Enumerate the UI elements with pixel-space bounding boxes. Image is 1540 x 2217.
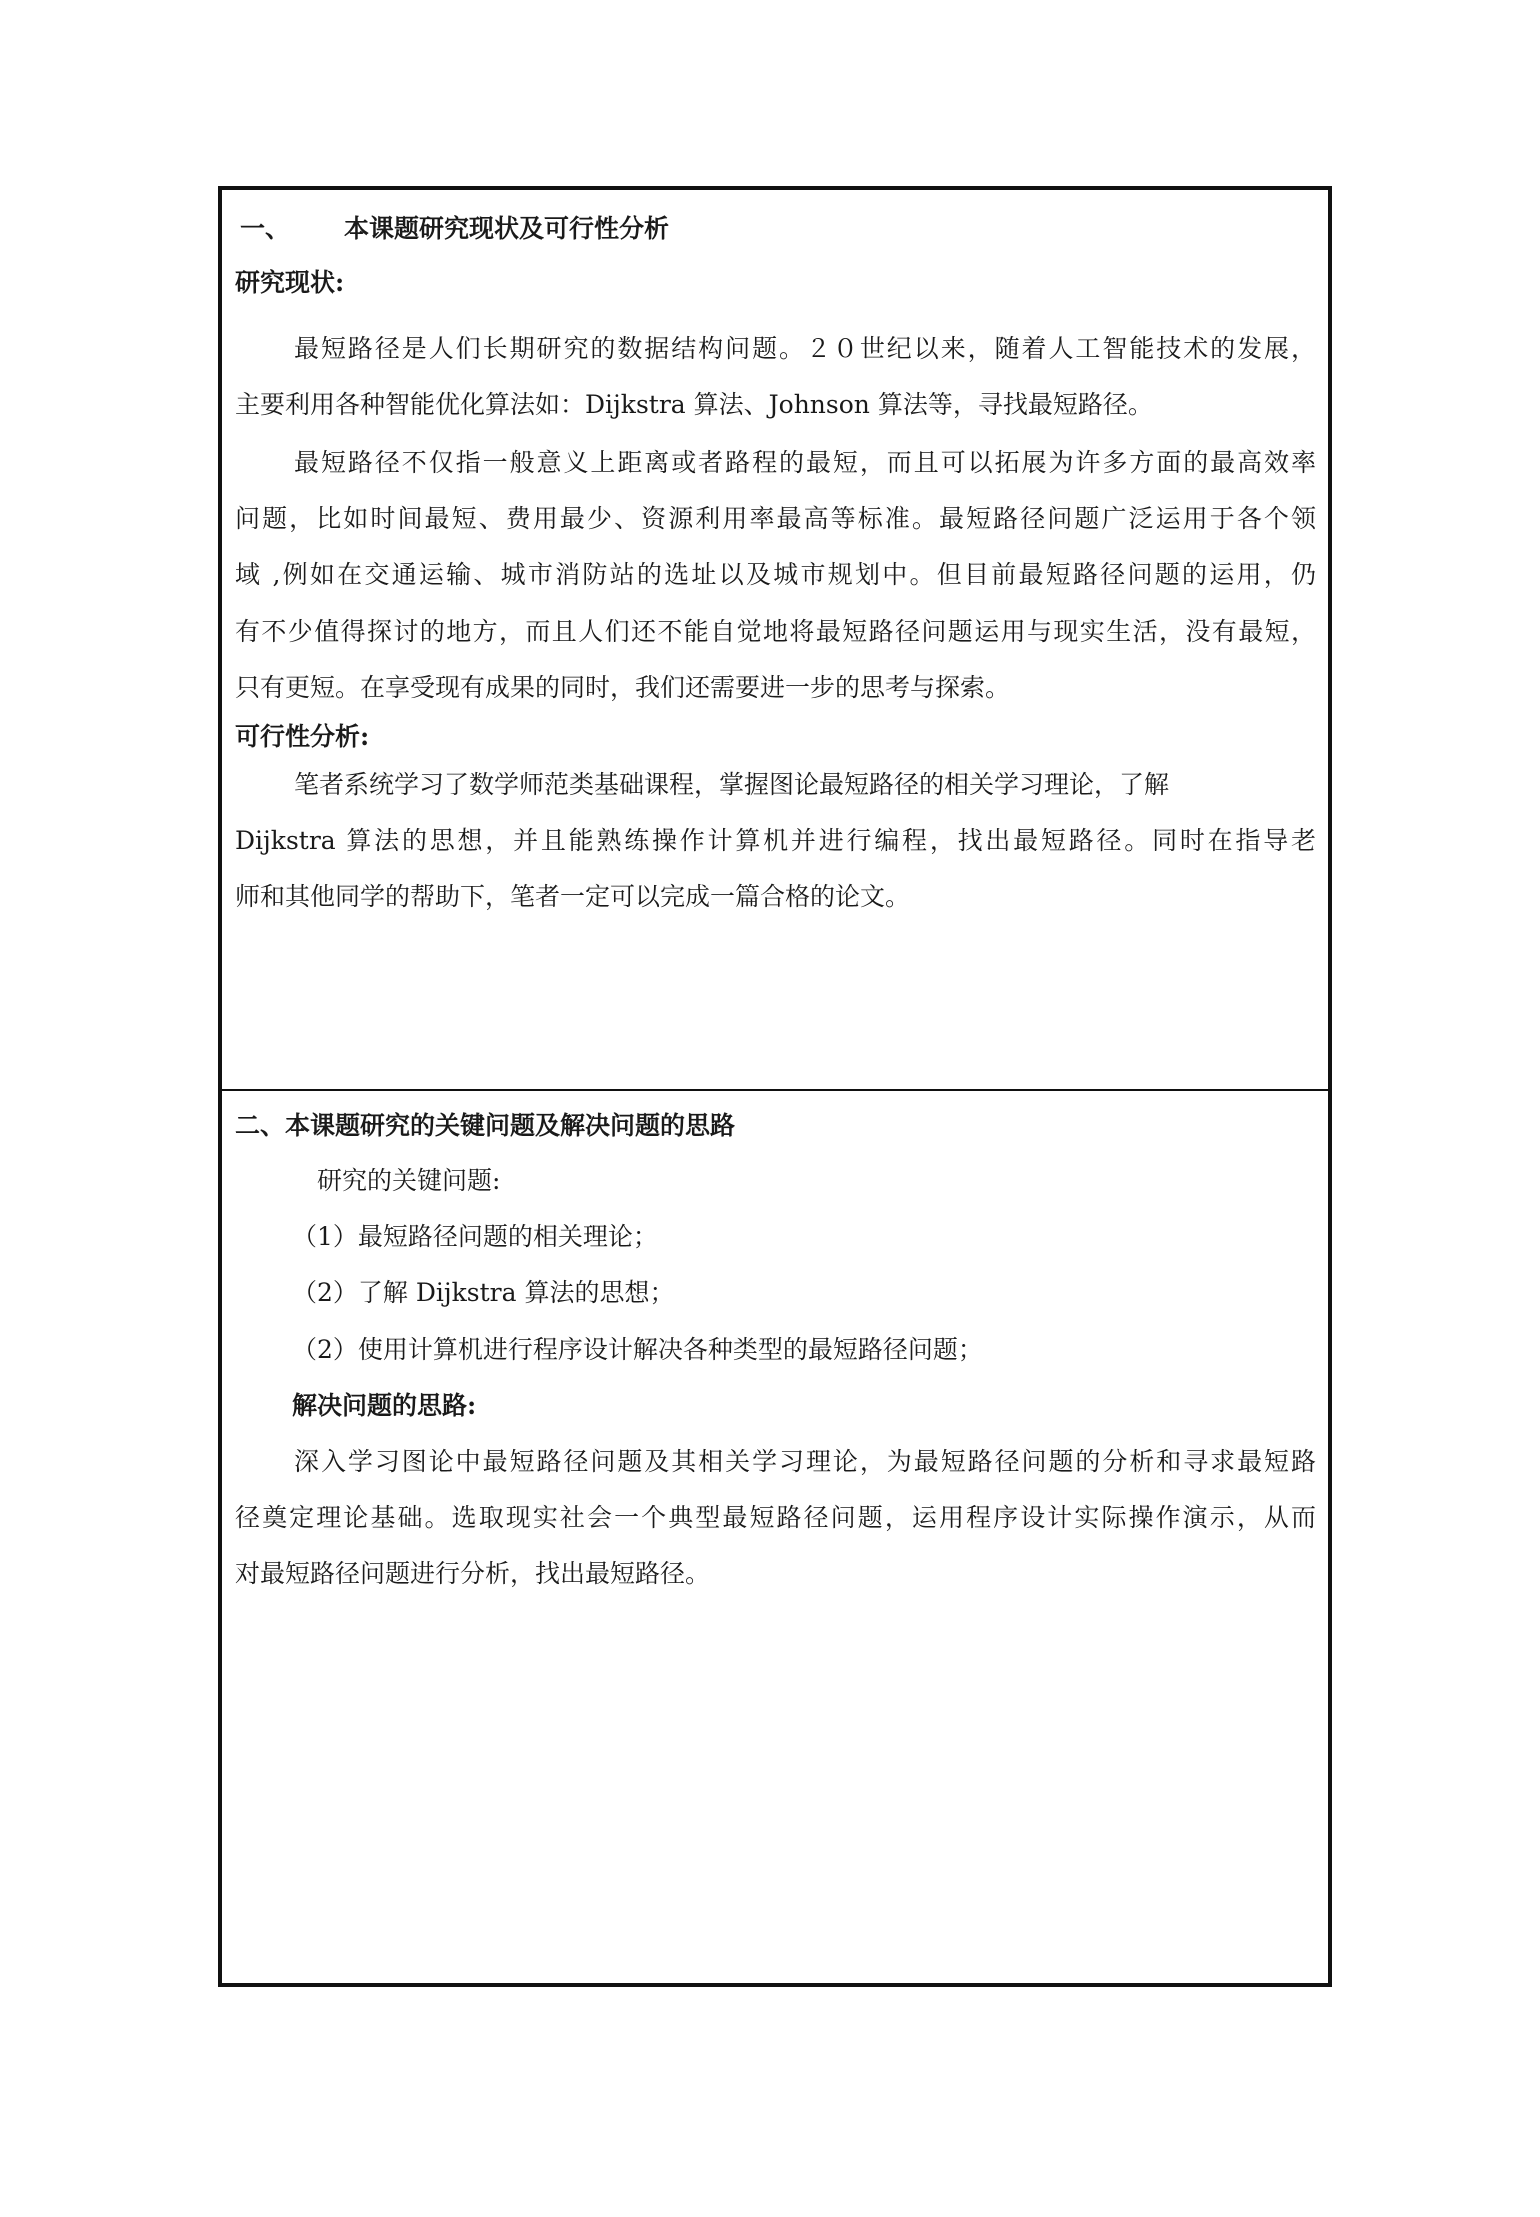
solution-line-1: 深入学习图论中最短路径问题及其相关学习理论，为最短路径问题的分析和寻求最短路 xyxy=(294,1447,1316,1476)
proposal-form-table xyxy=(218,186,1332,1987)
section-key-problems xyxy=(222,1091,1328,1983)
status-paragraph-2-line-1: 最短路径不仅指一般意义上距离或者路程的最短，而且可以拓展为许多方面的最高效率 xyxy=(294,448,1316,477)
feasibility-label: 可行性分析: xyxy=(235,722,370,751)
research-status-label: 研究现状: xyxy=(235,268,345,297)
status-paragraph-2-line-4: 有不少值得探讨的地方，而且人们还不能自觉地将最短路径问题运用与现实生活，没有最短， xyxy=(235,617,1316,646)
section-current-status xyxy=(222,190,1328,1091)
section2-heading: 二、本课题研究的关键问题及解决问题的思路 xyxy=(235,1111,736,1140)
section1-heading-number: 一、 xyxy=(240,214,291,243)
solution-approach-label: 解决问题的思路: xyxy=(292,1391,477,1420)
status-paragraph-1-line-2: 主要利用各种智能优化算法如：Dijkstra 算法、Johnson 算法等，寻找最短路径。 xyxy=(235,390,1153,419)
key-problems-label: 研究的关键问题: xyxy=(317,1166,501,1195)
feasibility-line-2: Dijkstra 算法的思想，并且能熟练操作计算机并进行编程，找出最短路径。同时在指导老 xyxy=(235,826,1316,855)
feasibility-line-3: 师和其他同学的帮助下，笔者一定可以完成一篇合格的论文。 xyxy=(235,882,911,911)
key-problem-item: （1）最短路径问题的相关理论； xyxy=(292,1222,658,1251)
status-paragraph-2-line-2: 问题，比如时间最短、费用最少、资源利用率最高等标准。最短路径问题广泛运用于各个领 xyxy=(235,504,1316,533)
solution-line-2: 径奠定理论基础。选取现实社会一个典型最短路径问题，运用程序设计实际操作演示，从而 xyxy=(235,1503,1316,1532)
status-paragraph-2-line-5: 只有更短。在享受现有成果的同时，我们还需要进一步的思考与探索。 xyxy=(235,673,1011,702)
key-problem-item: （2）了解 Dijkstra 算法的思想； xyxy=(292,1278,675,1307)
status-paragraph-2-line-3: 域 ,例如在交通运输、城市消防站的选址以及城市规划中。但目前最短路径问题的运用，仍 xyxy=(235,560,1316,589)
solution-line-3: 对最短路径问题进行分析，找出最短路径。 xyxy=(235,1559,711,1588)
feasibility-line-1: 笔者系统学习了数学师范类基础课程，掌握图论最短路径的相关学习理论，了解 xyxy=(294,770,1170,799)
status-paragraph-1-line-1: 最短路径是人们长期研究的数据结构问题。２０世纪以来，随着人工智能技术的发展， xyxy=(294,334,1316,363)
key-problem-item: （2）使用计算机进行程序设计解决各种类型的最短路径问题； xyxy=(292,1335,983,1364)
section1-heading-title: 本课题研究现状及可行性分析 xyxy=(344,214,670,243)
